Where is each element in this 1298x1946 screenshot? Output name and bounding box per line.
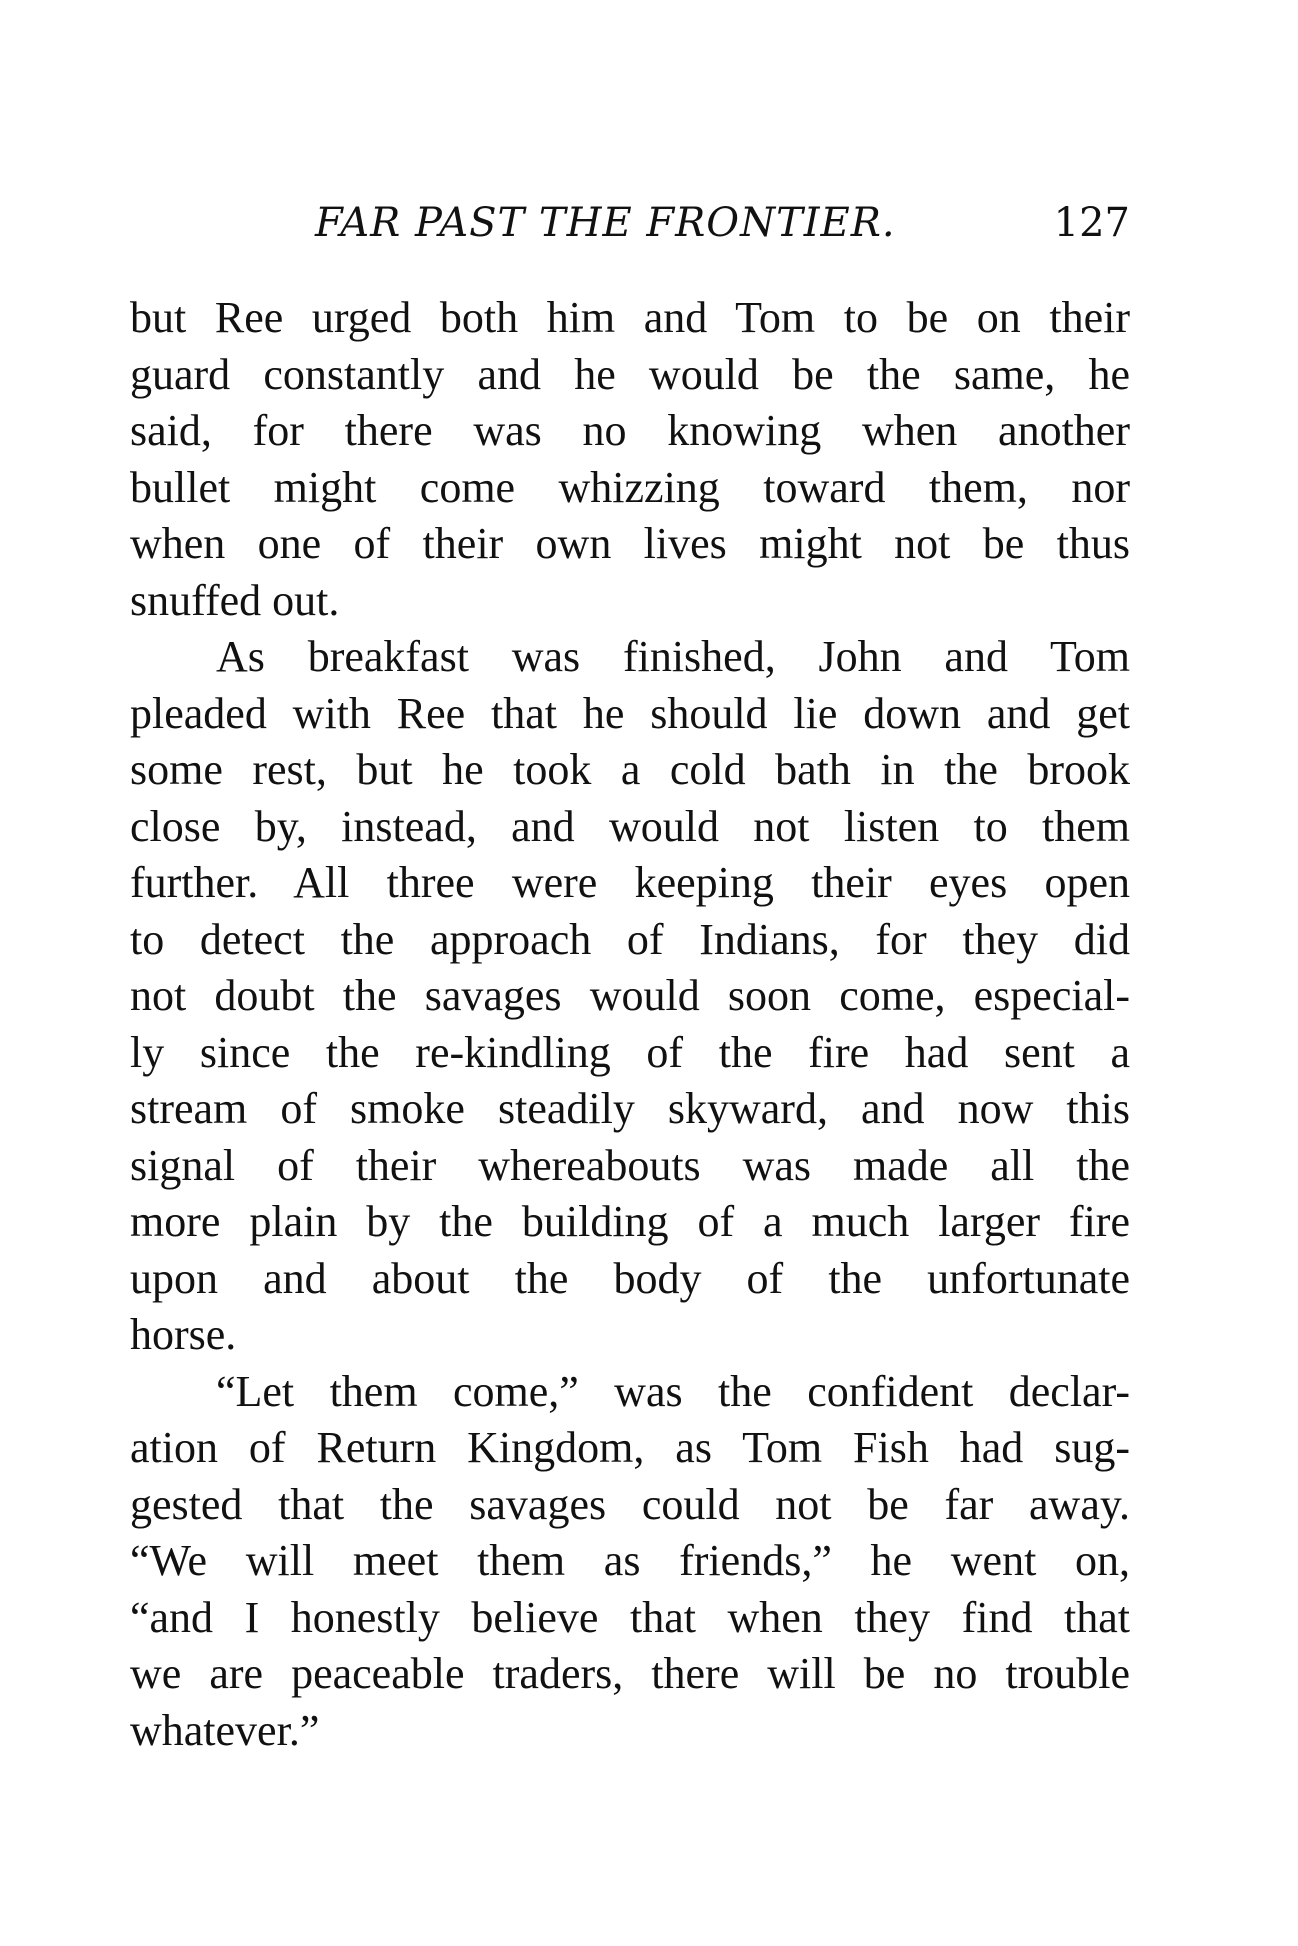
text-line: signal of their whereabouts was made all the [130,1140,1130,1190]
paragraph [130,290,1130,629]
text-line: stream of smoke steadily skyward, and now this [130,1084,1130,1133]
text-line: when one of their own lives might not be thus [130,519,1130,568]
text-line: ly since the re-kindling of the fire had sent a [130,1027,1130,1077]
text-line: to detect the approach of Indians, for they did [130,914,1130,964]
text-line: As breakfast was finished, John and Tom [216,632,1130,681]
body-text [130,290,1130,1759]
text-line: “and I honestly believe that when they find that [130,1592,1130,1642]
text-line: upon and about the body of the unfortunate [130,1253,1130,1303]
text-line: said, for there was no knowing when another [130,406,1130,455]
running-head [130,200,1130,260]
text-line: horse. [130,1310,237,1359]
text-line: “We will meet them as friends,” he went on, [130,1536,1130,1585]
text-line: “Let them come,” was the confident declar- [216,1366,1130,1416]
text-line: further. All three were keeping their eyes open [130,858,1130,907]
text-line: more plain by the building of a much larger fire [130,1197,1130,1246]
text-line: some rest, but he took a cold bath in the brook [130,745,1130,794]
text-line: close by, instead, and would not listen to them [130,801,1130,851]
running-title: FAR PAST THE FRONTIER. [315,200,896,246]
text-line: gested that the savages could not be far away. [130,1479,1130,1529]
text-line: whatever.” [130,1705,320,1755]
text-line: bullet might come whizzing toward them, nor [130,462,1130,512]
text-line: snuffed out. [130,575,340,625]
paragraph [130,1364,1130,1760]
text-line: guard constantly and he would be the same, he [130,349,1130,399]
text-line: pleaded with Ree that he should lie down and get [130,688,1130,738]
text-line: ation of Return Kingdom, as Tom Fish had sug- [130,1423,1130,1472]
text-line: we are peaceable traders, there will be no trouble [130,1649,1130,1698]
paragraph [130,629,1130,1364]
text-line: not doubt the savages would soon come, especial- [130,971,1130,1020]
page-number: 127 [1053,200,1130,246]
text-line: but Ree urged both him and Tom to be on their [130,293,1130,342]
